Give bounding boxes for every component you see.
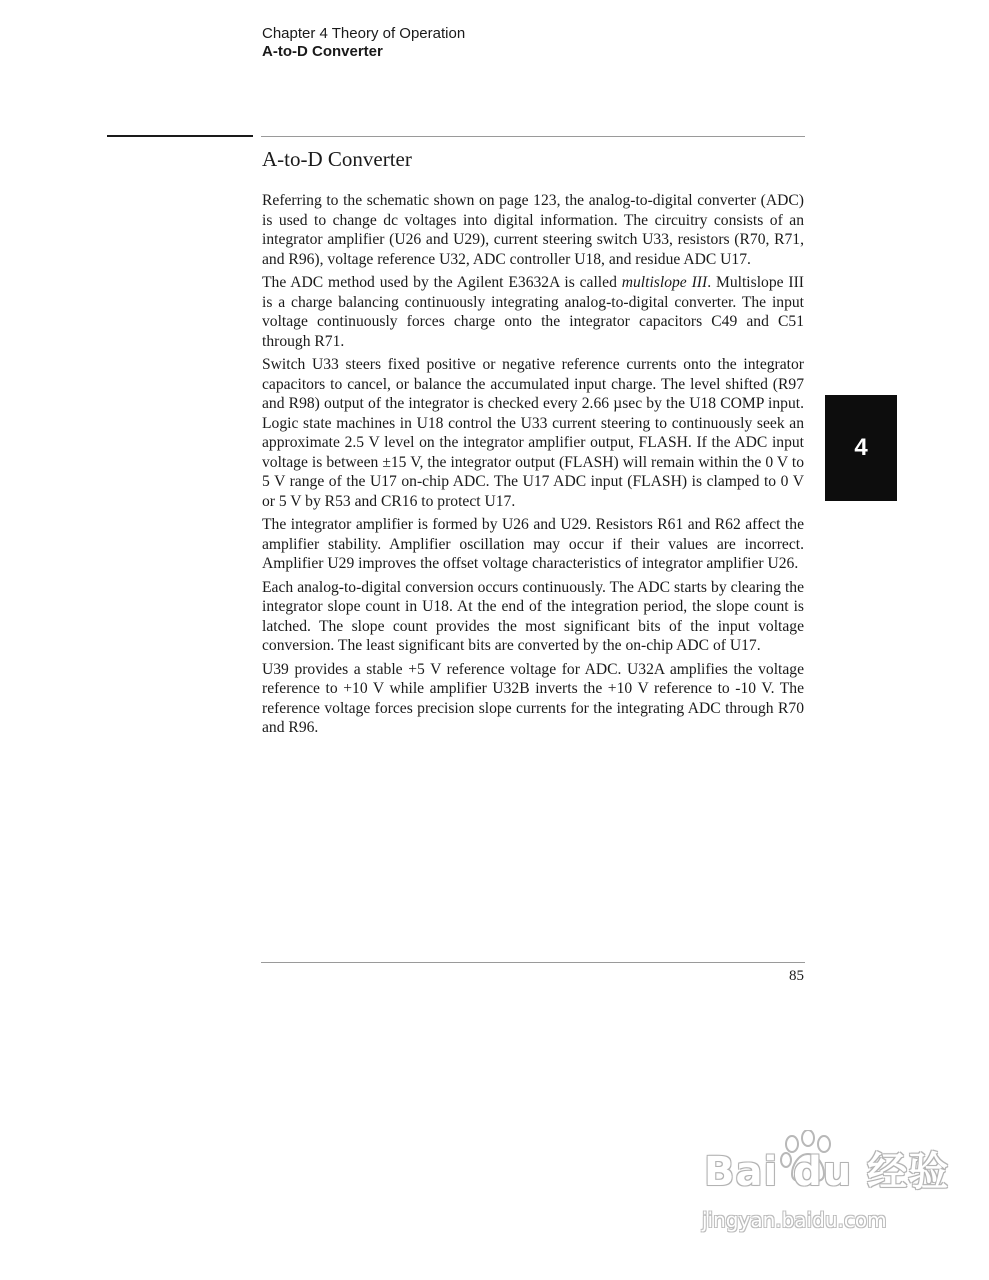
paragraph-2-text-after: . Multislope III is a charge balancing continuously integrating analog-to-digital converter. The input voltage continuously forces charge onto the integrator capacitors C49 and C51 through R71. xyxy=(262,274,804,350)
header-rule-right xyxy=(261,136,805,137)
chapter-heading: Chapter 4 Theory of Operation xyxy=(262,25,466,42)
section-title: A-to-D Converter xyxy=(262,147,412,171)
page-number: 85 xyxy=(789,968,804,984)
footer-rule xyxy=(261,962,805,963)
paragraph-3: Switch U33 steers fixed positive or negative reference currents onto the integrator capacitors to cancel, or balance the accumulated input charge. The level shifted (R97 and R98) output of the integrator is checked every 2.66 µsec by the U18 COMP input. Logic state machines in U18 control the U33 current steering to continuously seek an approximate 2.5 V level on the integrator amplifier output, FLASH. If the ADC input voltage is between ±15 V, the integrator output (FLASH) will remain within the 0 V to 5 V range of the U17 on-chip ADC. The U17 ADC input (FLASH) is clamped to 0 V or 5 V by R53 and CR16 to protect U17. xyxy=(262,356,804,510)
paragraph-2 xyxy=(262,273,804,351)
paragraph-4: The integrator amplifier is formed by U26 and U29. Resistors R61 and R62 affect the amplifier stability. Amplifier oscillation may occur if their values are incorrect. Amplifier U29 improves the offset voltage characteristics of integrator amplifier U26. xyxy=(262,516,804,572)
header-rule-left xyxy=(107,135,253,137)
chapter-tab-number: 4 xyxy=(854,434,868,461)
chapter-tab xyxy=(825,395,897,501)
baidu-logo: Bai du 经验 xyxy=(704,1149,950,1195)
paragraph-1: Referring to the schematic shown on page 123, the analog-to-digital converter (ADC) is used to change dc voltages into digital information. The circuitry consists of an integrator amplifier (U26 and U29), current steering switch U33, resistors (R70, R71, and R96), voltage reference U32, ADC controller U18, and residue ADC U17. xyxy=(262,192,804,268)
paragraph-2-emphasis: multislope III xyxy=(621,274,708,291)
section-heading: A-to-D Converter xyxy=(262,43,383,60)
baidu-url: jingyan.baidu.com xyxy=(702,1208,887,1232)
paragraph-5: Each analog-to-digital conversion occurs continuously. The ADC starts by clearing the integrator slope count in U18. At the end of the integration period, the slope count is latched. The slope count provides the most significant bits of the input voltage conversion. The least significant bits are converted by the on-chip ADC of U17. xyxy=(262,578,804,654)
baidu-watermark xyxy=(700,1130,950,1242)
paragraph-6: U39 provides a stable +5 V reference voltage for ADC. U32A amplifies the voltage reference to +10 V while amplifier U32B inverts the +10 V reference to -10 V. The reference voltage forces precision slope currents for the integrating ADC through R70 and R96. xyxy=(262,660,804,736)
running-header xyxy=(262,25,465,61)
body-text xyxy=(262,191,804,742)
paragraph-2-text-before: The ADC method used by the Agilent E3632A is called xyxy=(262,274,622,291)
